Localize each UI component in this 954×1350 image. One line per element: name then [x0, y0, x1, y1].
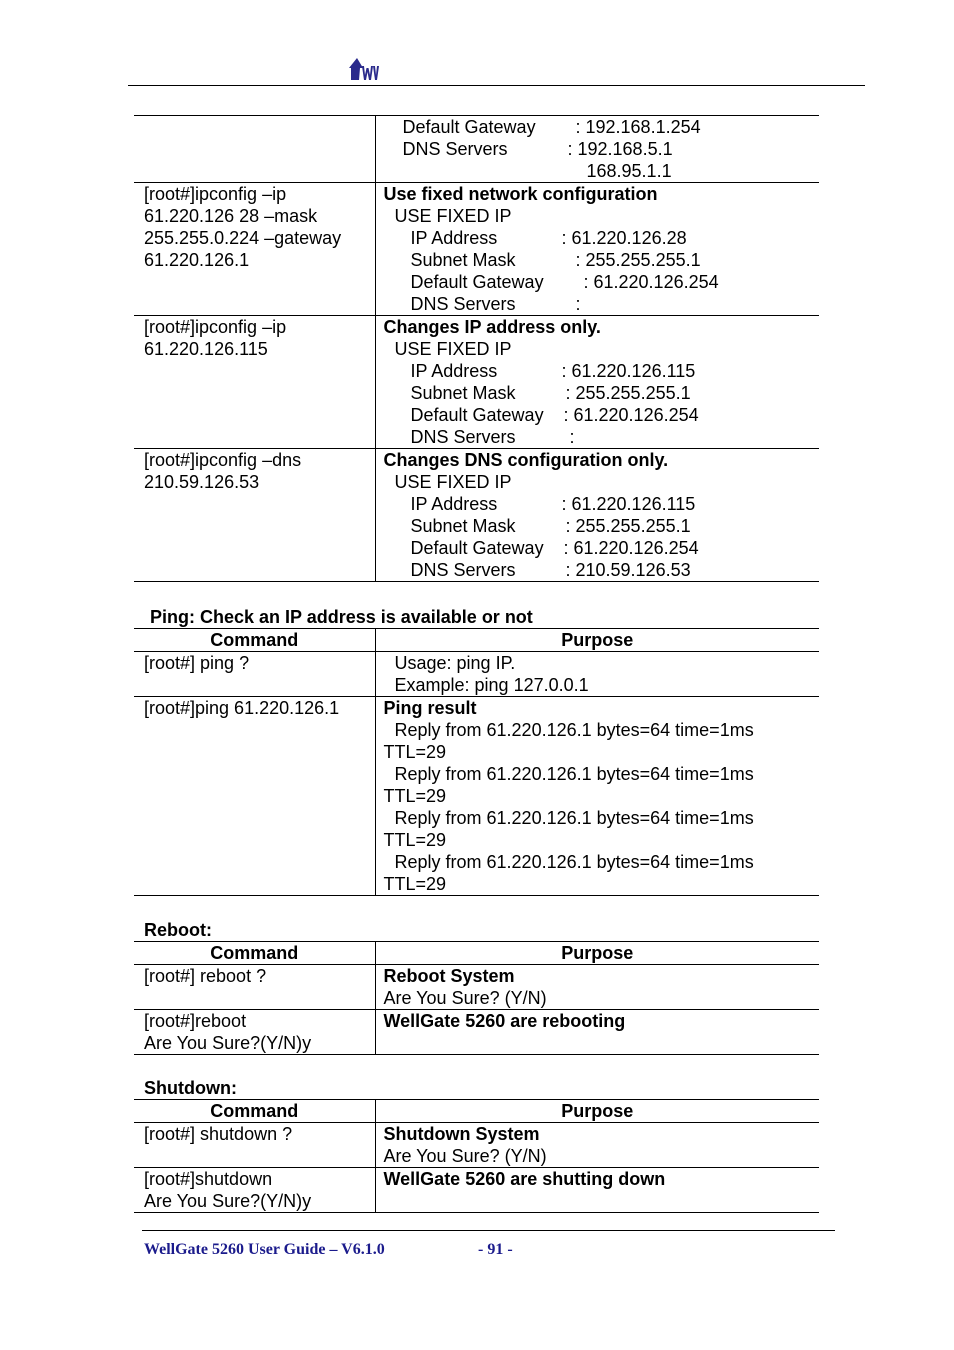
field-row — [384, 293, 820, 315]
command-header: Command — [134, 942, 375, 965]
footer-guide-title: WellGate 5260 User Guide – V6.1.0 — [144, 1241, 385, 1258]
field-value: : 61.220.126.115 — [561, 494, 696, 514]
purpose-title: Changes DNS configuration only. — [383, 450, 669, 470]
wellgate-logo — [349, 56, 379, 82]
field-label: Default Gateway — [410, 538, 544, 558]
field-label: DNS Servers — [410, 560, 516, 580]
field-label: IP Address — [410, 228, 498, 248]
purpose-cell — [375, 116, 819, 183]
field-row — [384, 249, 820, 271]
purpose-title: Shutdown System — [383, 1124, 540, 1144]
field-label: Subnet Mask — [410, 383, 516, 403]
ping-table — [134, 628, 819, 896]
command-cell — [134, 183, 375, 316]
purpose-cell — [375, 697, 819, 896]
purpose-header: Purpose — [375, 942, 819, 965]
field-row — [384, 426, 820, 448]
purpose-title: Ping result — [383, 698, 477, 718]
purpose-title: WellGate 5260 are shutting down — [383, 1169, 666, 1189]
field-row — [384, 227, 820, 249]
field-value: : 61.220.126.115 — [561, 361, 696, 381]
field-row — [384, 537, 820, 559]
command-line: 255.255.0.224 –gateway — [144, 228, 342, 248]
ttl-line: TTL=29 — [383, 874, 447, 894]
footer-rule — [142, 1230, 835, 1231]
reply-line: Reply from 61.220.126.1 bytes=64 time=1ms — [394, 720, 754, 740]
header-rule — [128, 85, 865, 86]
field-value: : 255.255.255.1 — [575, 250, 701, 270]
purpose-cell — [375, 1168, 819, 1213]
command-line: 61.220.126.1 — [144, 250, 250, 270]
table-row — [134, 449, 819, 582]
field-value: : 255.255.255.1 — [565, 383, 691, 403]
purpose-title: Use fixed network configuration — [383, 184, 658, 204]
purpose-text: Are You Sure? (Y/N) — [383, 1146, 547, 1166]
field-row — [384, 493, 820, 515]
field-label: DNS Servers — [410, 427, 516, 447]
reply-line: Reply from 61.220.126.1 bytes=64 time=1ms — [394, 852, 754, 872]
table-row — [134, 1010, 819, 1055]
field-label: Default Gateway — [410, 272, 544, 292]
field-row — [384, 160, 820, 182]
field-label: IP Address — [410, 494, 498, 514]
command-line: Are You Sure?(Y/N)y — [144, 1033, 312, 1053]
command-cell — [134, 449, 375, 582]
purpose-text: Are You Sure? (Y/N) — [383, 988, 547, 1008]
purpose-cell — [375, 183, 819, 316]
field-value: : 61.220.126.254 — [583, 272, 719, 292]
reply-line: Reply from 61.220.126.1 bytes=64 time=1ms — [394, 764, 754, 784]
field-value: : 61.220.126.28 — [561, 228, 687, 248]
usage-text: Usage: ping IP. — [394, 653, 516, 673]
page-number: - 91 - — [478, 1241, 513, 1258]
field-value: : — [569, 427, 575, 447]
command-line: [root#]reboot — [144, 1011, 247, 1031]
command-line: Are You Sure?(Y/N)y — [144, 1191, 312, 1211]
purpose-cell — [375, 1010, 819, 1055]
purpose-title: WellGate 5260 are rebooting — [383, 1011, 626, 1031]
command-cell: [root#] shutdown ? — [134, 1123, 375, 1168]
field-row — [384, 515, 820, 537]
field-label: Default Gateway — [402, 117, 536, 137]
command-header: Command — [134, 1100, 375, 1123]
purpose-title: Reboot System — [383, 966, 515, 986]
command-cell — [134, 1168, 375, 1213]
field-label: Default Gateway — [410, 405, 544, 425]
ttl-line: TTL=29 — [383, 742, 447, 762]
table-row — [134, 652, 819, 697]
purpose-header: Purpose — [375, 629, 819, 652]
reboot-table — [134, 941, 819, 1055]
table-row — [134, 1123, 819, 1168]
command-line: [root#]shutdown — [144, 1169, 273, 1189]
command-line: [root#]ipconfig –ip — [144, 317, 287, 337]
command-line: [root#]ipconfig –dns — [144, 450, 302, 470]
table-row — [134, 316, 819, 449]
field-row — [384, 559, 820, 581]
command-header: Command — [134, 629, 375, 652]
purpose-cell — [375, 449, 819, 582]
command-cell: [root#] ping ? — [134, 652, 375, 697]
mode-label: USE FIXED IP — [394, 339, 512, 359]
table-row — [134, 965, 819, 1010]
field-value: : 210.59.126.53 — [565, 560, 691, 580]
field-value: 168.95.1.1 — [586, 161, 672, 181]
field-row — [384, 382, 820, 404]
reply-line: Reply from 61.220.126.1 bytes=64 time=1ms — [394, 808, 754, 828]
ipconfig-table — [134, 115, 819, 582]
command-cell: [root#]ping 61.220.126.1 — [134, 697, 375, 896]
ttl-line: TTL=29 — [383, 786, 447, 806]
field-label: Subnet Mask — [410, 516, 516, 536]
command-cell — [134, 116, 375, 183]
command-line: 61.220.126 28 –mask — [144, 206, 318, 226]
field-row — [384, 404, 820, 426]
purpose-cell — [375, 965, 819, 1010]
table-row — [134, 1168, 819, 1213]
table-row — [134, 183, 819, 316]
field-row — [384, 271, 820, 293]
command-line: 61.220.126.115 — [144, 339, 268, 359]
command-line: [root#]ipconfig –ip — [144, 184, 287, 204]
command-cell: [root#] reboot ? — [134, 965, 375, 1010]
ttl-line: TTL=29 — [383, 830, 447, 850]
purpose-cell — [375, 1123, 819, 1168]
field-value: : 61.220.126.254 — [563, 405, 699, 425]
purpose-cell — [375, 316, 819, 449]
field-value: : 192.168.1.254 — [575, 117, 701, 137]
field-label: DNS Servers — [410, 294, 516, 314]
field-label: IP Address — [410, 361, 498, 381]
field-label: Subnet Mask — [410, 250, 516, 270]
command-line: 210.59.126.53 — [144, 472, 260, 492]
shutdown-table — [134, 1099, 819, 1213]
purpose-title: Changes IP address only. — [383, 317, 601, 337]
field-row — [384, 138, 820, 160]
mode-label: USE FIXED IP — [394, 472, 512, 492]
field-value: : 255.255.255.1 — [565, 516, 691, 536]
command-cell — [134, 1010, 375, 1055]
command-cell — [134, 316, 375, 449]
table-row — [134, 116, 819, 183]
reboot-section-title: Reboot: — [144, 920, 212, 940]
mode-label: USE FIXED IP — [394, 206, 512, 226]
field-value: : 192.168.5.1 — [567, 139, 673, 159]
example-text: Example: ping 127.0.0.1 — [394, 675, 589, 695]
field-value: : 61.220.126.254 — [563, 538, 699, 558]
field-label: DNS Servers — [402, 139, 508, 159]
ping-section-title: Ping: Check an IP address is available or not — [150, 607, 533, 627]
field-row — [384, 116, 820, 138]
field-value: : — [575, 294, 581, 314]
purpose-cell — [375, 652, 819, 697]
field-row — [384, 360, 820, 382]
shutdown-section-title: Shutdown: — [144, 1078, 237, 1098]
purpose-header: Purpose — [375, 1100, 819, 1123]
table-row — [134, 697, 819, 896]
